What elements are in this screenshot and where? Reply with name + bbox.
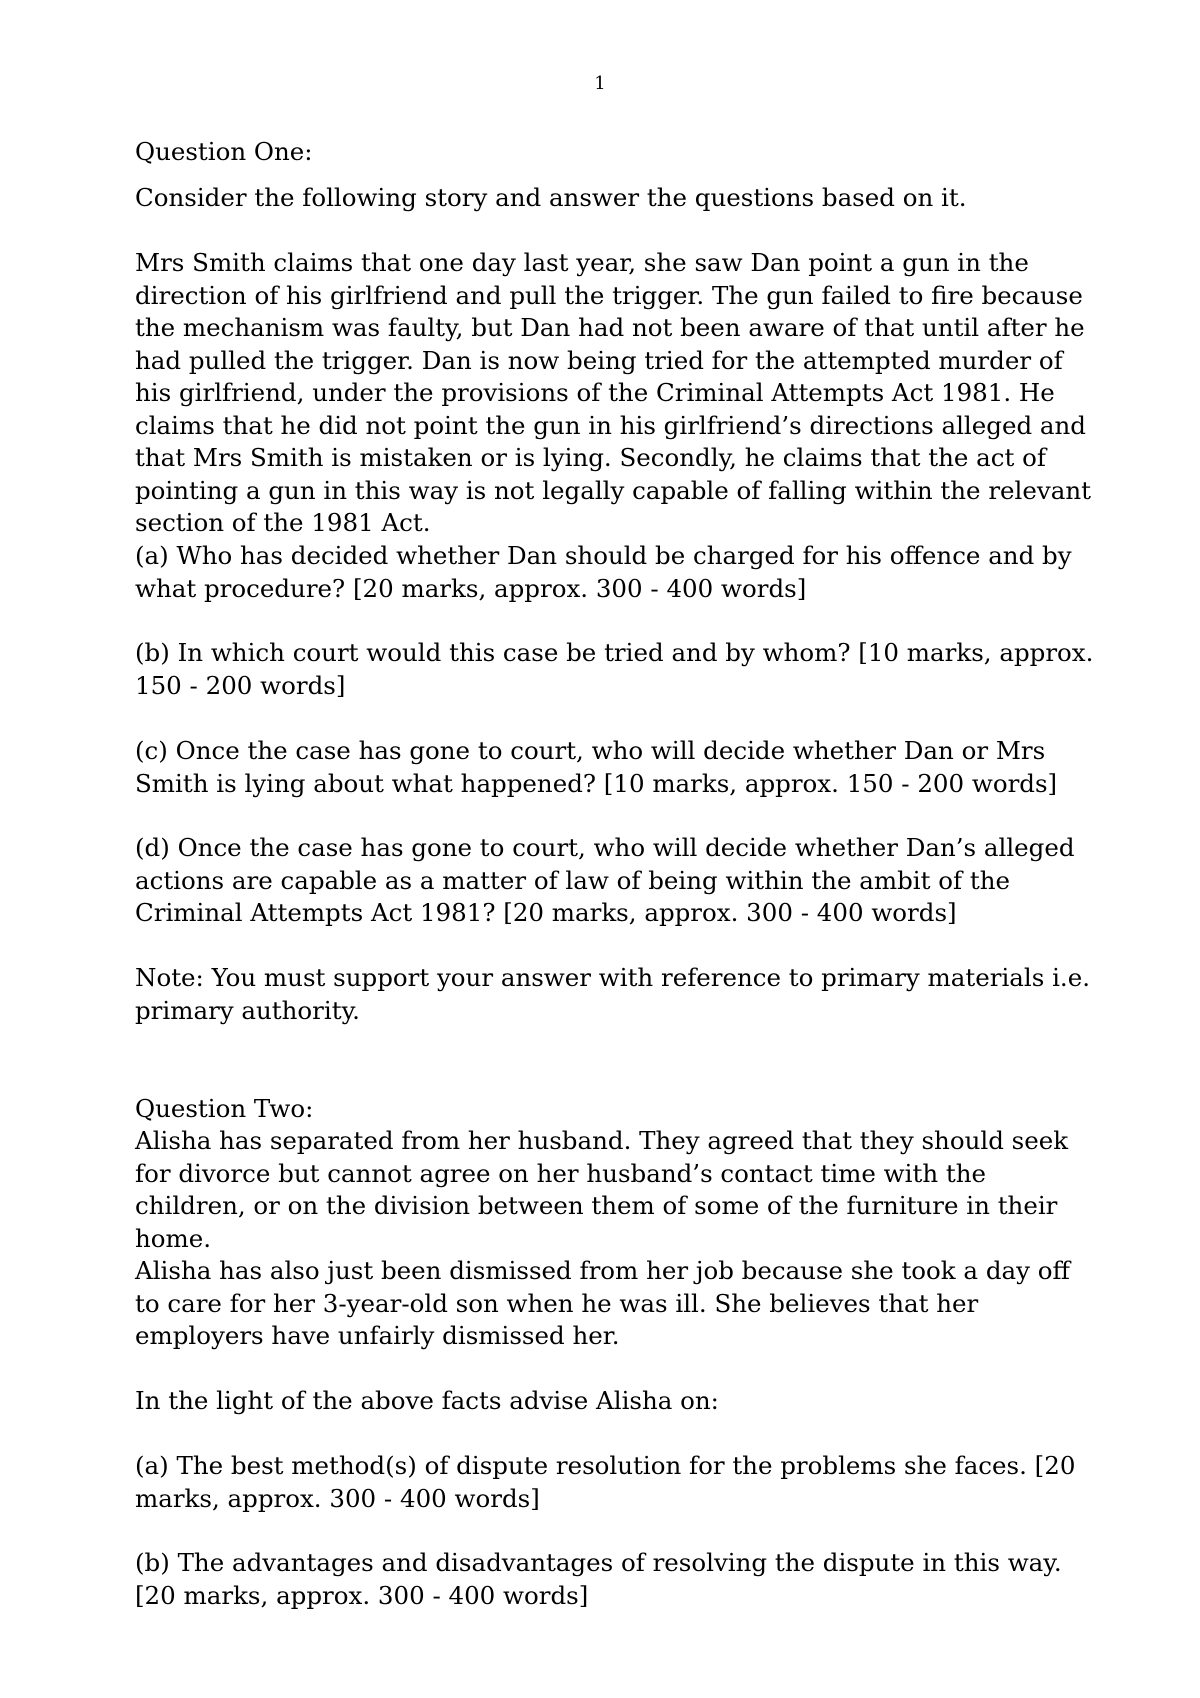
question-two-heading: Question Two: bbox=[135, 1094, 314, 1123]
question-one-intro: Consider the following story and answer the questions based on it. bbox=[135, 183, 967, 212]
question-two-advise: In the light of the above facts advise Alisha on: bbox=[135, 1386, 719, 1415]
question-two-paragraph-1: Alisha has separated from her husband. They agreed that they should seek for divorce but cannot agree on her husband’s contact time with the children, or on the division between them of some of the furniture in their home. bbox=[135, 1126, 1069, 1253]
question-one-heading: Question One: bbox=[135, 137, 313, 166]
question-two-part-b: (b) The advantages and disadvantages of resolving the dispute in this way. [20 marks, approx. 300 - 400 words] bbox=[135, 1548, 1062, 1610]
question-one-note: Note: You must support your answer with reference to primary materials i.e. primary authority. bbox=[135, 963, 1090, 1025]
question-one-part-a: (a) Who has decided whether Dan should be charged for his offence and by what procedure? [20 marks, approx. 300 - 400 words] bbox=[135, 541, 1072, 603]
question-one-story: Mrs Smith claims that one day last year, she saw Dan point a gun in the direction of his girlfriend and pull the trigger. The gun failed to fire because the mechanism was faulty, but Dan had not been aware of that until after he had pulled the trigger. Dan is now being tried for the attempted murder of his girlfriend, under the provisions of the Criminal Attempts Act 1981. He claims that he did not point the gun in his girlfriend’s directions alleged and that Mrs Smith is mistaken or is lying. Secondly, he claims that the act of pointing a gun in this way is not legally capable of falling within the relevant section of the 1981 Act. bbox=[135, 248, 1091, 537]
question-two-part-a: (a) The best method(s) of dispute resolution for the problems she faces. [20 marks, approx. 300 - 400 words] bbox=[135, 1451, 1076, 1513]
question-one-part-d: (d) Once the case has gone to court, who will decide whether Dan’s alleged actions are capable as a matter of law of being within the ambit of the Criminal Attempts Act 1981? [20 marks, approx. 300 - 400 words] bbox=[135, 833, 1075, 927]
page-number: 1 bbox=[594, 73, 606, 94]
question-two-paragraph-2: Alisha has also just been dismissed from her job because she took a day off to care for her 3-year-old son when he was ill. She believes that her employers have unfairly dismissed her. bbox=[135, 1256, 1070, 1350]
question-one-part-c: (c) Once the case has gone to court, who will decide whether Dan or Mrs Smith is lying about what happened? [10 marks, approx. 150 - 200 words] bbox=[135, 736, 1058, 798]
question-one-part-b: (b) In which court would this case be tried and by whom? [10 marks, approx. 150 - 200 words] bbox=[135, 638, 1094, 700]
